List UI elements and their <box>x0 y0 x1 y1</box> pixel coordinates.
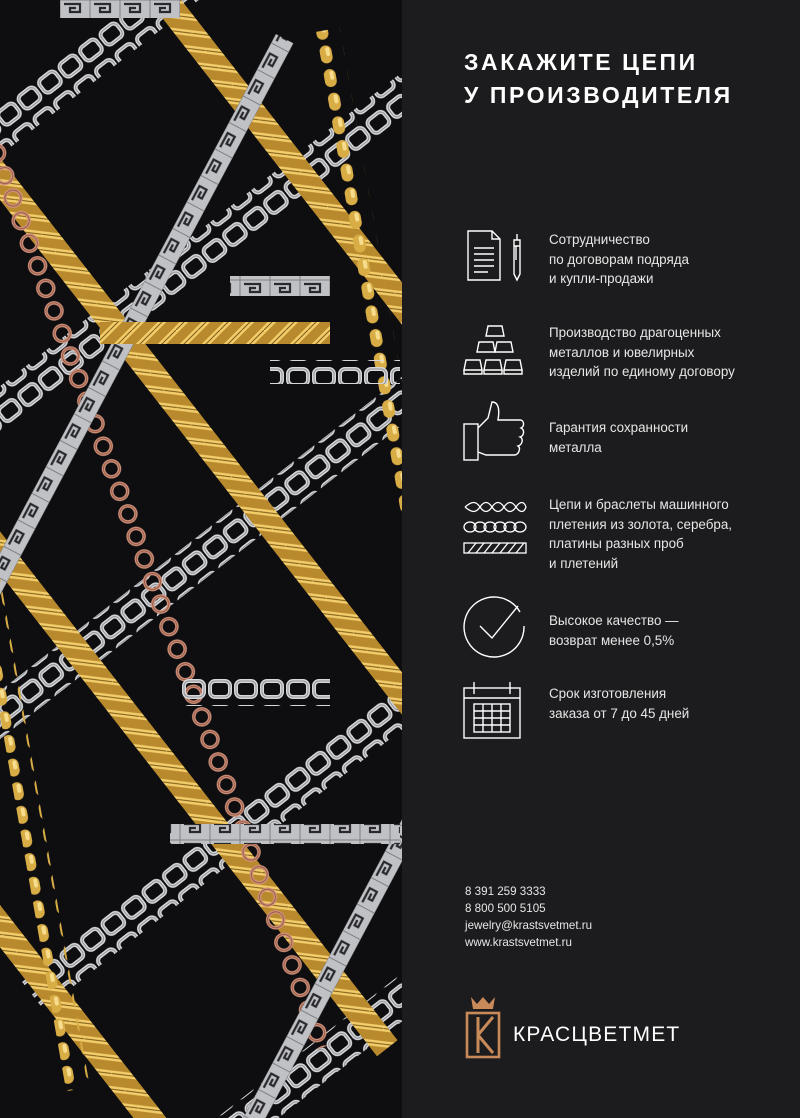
feature-line: и плетений <box>549 555 619 571</box>
contract-pen-icon <box>462 230 528 296</box>
chain-weaves-icon <box>462 495 528 561</box>
feature-line: Цепи и браслеты машинного <box>549 497 729 512</box>
feature-line: платины разных проб <box>549 536 684 552</box>
feature-line: плетения из золота, серебра, <box>549 516 732 532</box>
brand-logo <box>463 995 763 1065</box>
feature-contracts-text <box>549 230 799 289</box>
feature-chains-text <box>549 495 799 573</box>
feature-guarantee-text <box>549 418 799 457</box>
feature-lead-time-text <box>549 684 799 723</box>
feature-line: Высокое качество — <box>549 613 679 628</box>
feature-line: Производство драгоценных <box>549 325 721 340</box>
contact-block <box>465 883 592 951</box>
page-title <box>464 46 784 112</box>
thumbs-up-icon <box>462 400 528 466</box>
feature-line: Гарантия сохранности <box>549 420 689 435</box>
feature-line: и купли-продажи <box>549 271 654 287</box>
feature-quality-text <box>549 611 799 650</box>
feature-line: заказа от 7 до 45 дней <box>549 705 690 721</box>
brand-mark-icon <box>463 995 503 1059</box>
feature-line: металла <box>549 439 602 455</box>
calendar-icon <box>462 680 528 746</box>
brand-name: КРАСЦВЕТМЕТ <box>513 1023 681 1046</box>
feature-line: металлов и ювелирных <box>549 344 695 360</box>
feature-line: Сотрудничество <box>549 232 650 247</box>
gold-bars-icon <box>462 322 528 388</box>
phone-1[interactable]: 8 391 259 3333 <box>465 885 546 898</box>
feature-line: по договорам подряда <box>549 251 689 267</box>
feature-line: Срок изготовления <box>549 686 667 701</box>
email-link[interactable]: jewelry@krastsvetmet.ru <box>465 919 593 932</box>
check-circle-icon <box>462 596 528 662</box>
website-link[interactable]: www.krastsvetmet.ru <box>465 936 572 949</box>
feature-line: возврат менее 0,5% <box>549 632 675 648</box>
page-title-line-2: У ПРОИЗВОДИТЕЛЯ <box>464 82 733 108</box>
page-title-line-1: ЗАКАЖИТЕ ЦЕПИ <box>464 49 698 75</box>
feature-production-text <box>549 323 799 382</box>
feature-line: изделий по единому договору <box>549 364 735 380</box>
phone-2[interactable]: 8 800 500 5105 <box>465 902 546 915</box>
